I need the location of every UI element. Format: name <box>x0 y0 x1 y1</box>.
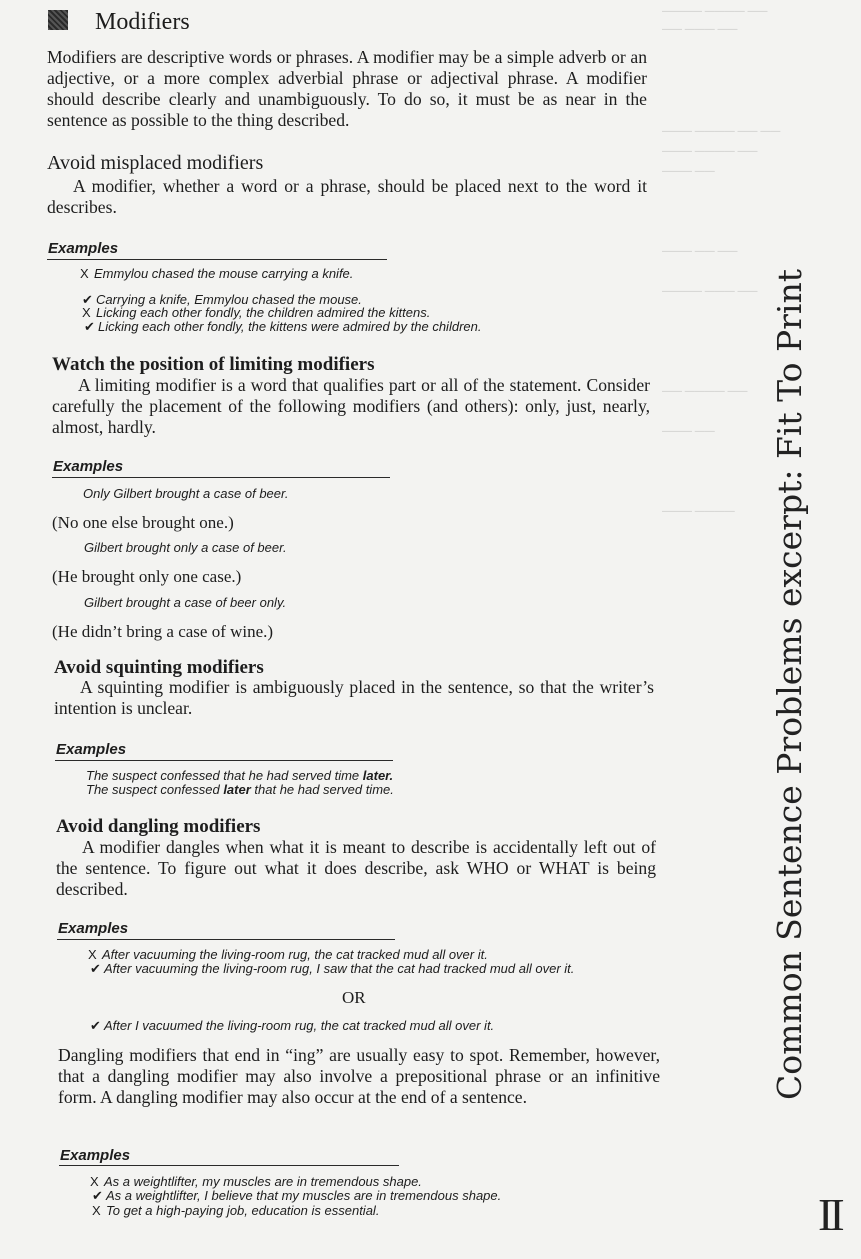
example-line: X Emmylou chased the mouse carrying a knife. <box>80 266 354 281</box>
misplaced-text: A modifier, whether a word or a phrase, should be placed next to the word it describes. <box>47 176 647 217</box>
x-mark-icon: X <box>82 305 91 320</box>
intro-paragraph: Modifiers are descriptive words or phrases. A modifier may be a simple adverb or an adjective, or a more complex adverbial phrase or adjectival phrase. A modifier should describe clearly and unambiguously. To do so, it must be as near in the sentence as possible to the thing described. <box>47 47 647 130</box>
or-separator: OR <box>342 988 366 1007</box>
example-note: (He didn’t bring a case of wine.) <box>52 622 274 641</box>
example-sentence: Only Gilbert brought a case of beer. <box>83 486 289 501</box>
bleed-through: ———— ———— —— —— ——— —— ——— ———— —— —— ——— ———— —— ——— —— ——— —— —— ———— ——— —— —— ———— —— ——— —— ——— ———— <box>662 6 781 517</box>
example-note: (He brought only one case.) <box>52 567 242 586</box>
squinting-text: A squinting modifier is ambiguously placed in the sentence, so that the writer’s intention is unclear. <box>54 677 654 718</box>
x-mark-icon: X <box>80 266 89 281</box>
heading-squinting: Avoid squinting modifiers <box>54 657 264 678</box>
limiting-text: A limiting modifier is a word that qualifies part or all of the statement. Consider carefully the placement of the following modifiers (and others): only, just, nearly, almost, hardly. <box>52 375 650 437</box>
check-mark-icon: ✔ <box>90 1018 101 1033</box>
heading-limiting: Watch the position of limiting modifiers <box>52 354 375 375</box>
example-line: The suspect confessed that he had served time later. <box>86 768 394 783</box>
example-line: X To get a high-paying job, education is essential. <box>92 1203 380 1218</box>
heading-misplaced: Avoid misplaced modifiers <box>47 152 264 174</box>
title-square-icon <box>48 10 68 30</box>
page-title: Modifiers <box>95 9 190 35</box>
examples-rule <box>57 939 395 940</box>
examples-rule <box>47 259 387 260</box>
dangling-text: A modifier dangles when what it is meant to describe is accidentally left out of the sentence. To figure out what it does describe, ask WHO or WHAT is being described. <box>56 837 656 899</box>
example-line: The suspect confessed later that he had served time. <box>86 782 394 797</box>
example-line: ✔ As a weightlifter, I believe that my muscles are in tremendous shape. <box>92 1188 502 1203</box>
check-mark-icon: ✔ <box>92 1188 103 1203</box>
examples-label-misplaced: Examples <box>48 240 119 257</box>
example-line: X Licking each other fondly, the children admired the kittens. <box>82 305 431 320</box>
example-line: ✔ After vacuuming the living-room rug, I saw that the cat had tracked mud all over it. <box>90 961 575 976</box>
example-sentence: Gilbert brought only a case of beer. <box>84 540 287 555</box>
examples-rule <box>55 760 393 761</box>
dangling-text-2: Dangling modifiers that end in “ing” are usually easy to spot. Remember, however, that a dangling modifier may also involve a prepositional phrase or an infinitive form. A dangling modifier may also occur at the end of a sentence. <box>58 1045 660 1107</box>
examples-label-dangling: Examples <box>58 920 129 937</box>
check-mark-icon: ✔ <box>84 319 95 334</box>
heading-dangling: Avoid dangling modifiers <box>56 816 261 837</box>
examples-label-squinting: Examples <box>56 741 127 758</box>
handwritten-margin-note: Common Sentence Problems excerpt: Fit To Print <box>770 269 809 1100</box>
examples-rule <box>52 477 390 478</box>
examples-label-limiting: Examples <box>53 458 124 475</box>
example-line: ✔ After I vacuumed the living-room rug, the cat tracked mud all over it. <box>90 1018 495 1033</box>
example-note: (No one else brought one.) <box>52 513 234 532</box>
examples-rule <box>59 1165 399 1166</box>
example-line: ✔ Carrying a knife, Emmylou chased the mouse. <box>82 292 362 307</box>
example-line: X As a weightlifter, my muscles are in tremendous shape. <box>90 1174 422 1189</box>
examples-label-dangling-2: Examples <box>60 1147 131 1164</box>
check-mark-icon: ✔ <box>82 292 93 307</box>
x-mark-icon: X <box>90 1174 99 1189</box>
example-line: ✔ Licking each other fondly, the kittens were admired by the children. <box>84 319 482 334</box>
example-line: X After vacuuming the living-room rug, the cat tracked mud all over it. <box>88 947 488 962</box>
page-marker: II <box>818 1189 841 1240</box>
x-mark-icon: X <box>88 947 97 962</box>
x-mark-icon: X <box>92 1203 101 1218</box>
example-sentence: Gilbert brought a case of beer only. <box>84 595 287 610</box>
check-mark-icon: ✔ <box>90 961 101 976</box>
